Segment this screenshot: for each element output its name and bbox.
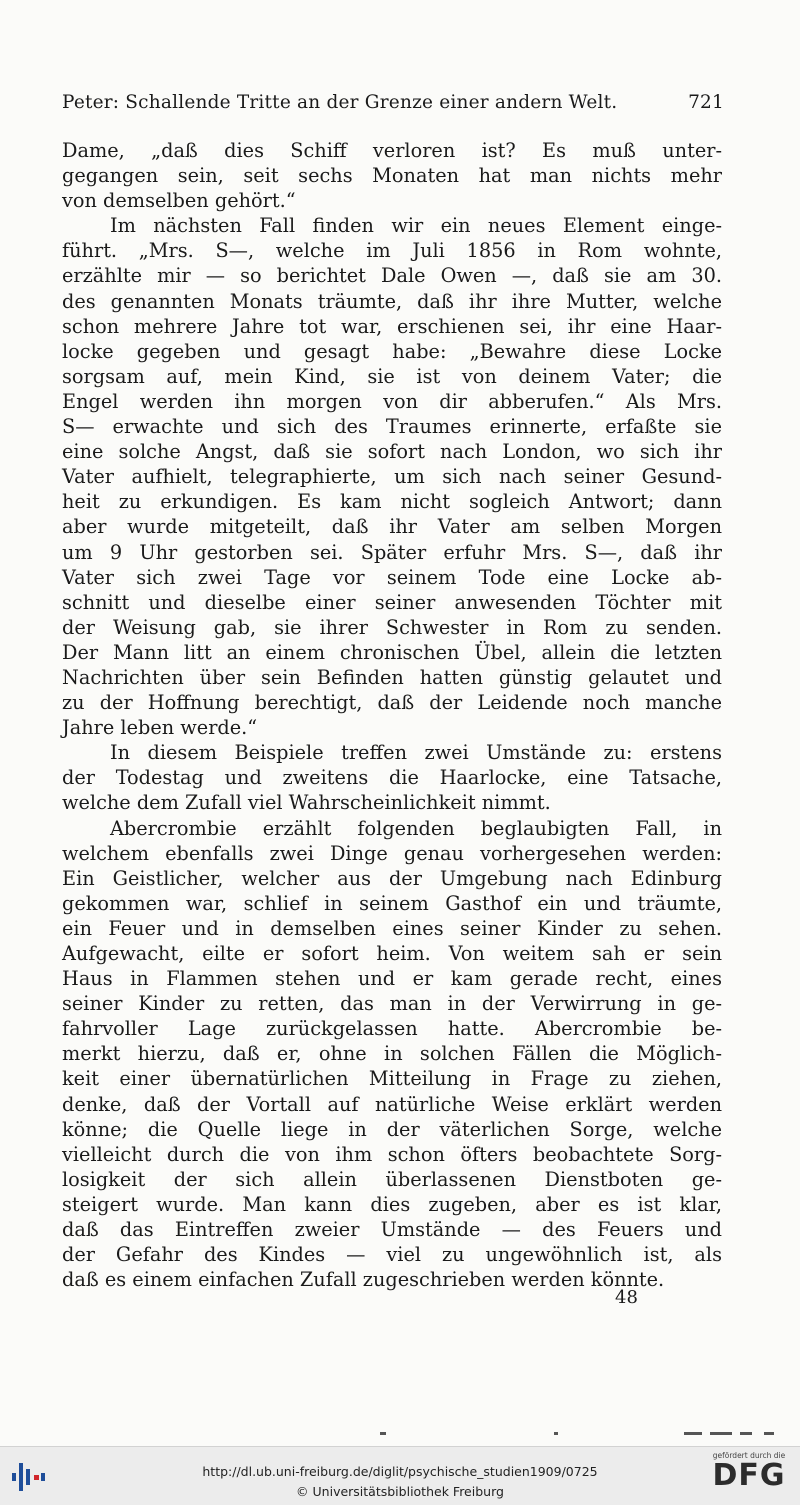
text-line: steigert wurde. Man kann dies zugeben, aber es ist klar, <box>62 1192 722 1216</box>
signature-mark: 48 <box>615 1287 638 1308</box>
scan-mark <box>554 1432 558 1435</box>
running-title: Peter: Schallende Tritte an der Grenze einer andern Welt. <box>62 92 618 113</box>
document-url[interactable]: http://dl.ub.uni-freiburg.de/diglit/psychische_studien1909/0725 <box>202 1464 598 1479</box>
text-line: schnitt und dieselbe einer seiner anwesenden Töchter mit <box>62 590 722 614</box>
text-line: locke gegeben und gesagt habe: „Bewahre diese Locke <box>62 339 722 363</box>
text-line: seiner Kinder zu retten, das man in der Verwirrung in ge- <box>62 992 722 1016</box>
text-line: denke, daß der Vortall auf natürliche Weise erklärt werden <box>62 1092 722 1116</box>
scan-mark <box>684 1432 702 1435</box>
text-line: sorgsam auf, mein Kind, sie ist von deinem Vater; die <box>62 364 722 388</box>
text-line: erzählte mir — so berichtet Dale Owen —, daß sie am 30. <box>62 264 722 288</box>
text-line: könne; die Quelle liege in der väterlichen Sorge, welche <box>62 1117 722 1141</box>
dfg-logo-text: DFG <box>712 1458 786 1493</box>
text-line: daß es einem einfachen Zufall zugeschrieben werden könnte. <box>62 1268 665 1292</box>
text-line: daß das Eintreffen zweier Umstände — des Feuers und <box>62 1218 722 1242</box>
dfg-logo <box>706 1451 792 1501</box>
scan-edge-marks <box>372 1432 792 1438</box>
running-head <box>62 92 724 113</box>
text-line: des genannten Monats träumte, daß ihr ihre Mutter, welche <box>62 289 722 313</box>
text-line: S— erwachte und sich des Traumes erinnerte, erfaßte sie <box>62 415 722 439</box>
text-line: vielleicht durch die von ihm schon öfters beobachtete Sorg- <box>62 1142 722 1166</box>
text-line: der Weisung gab, sie ihrer Schwester in Rom zu senden. <box>62 615 722 639</box>
text-line: Im nächsten Fall finden wir ein neues Element einge- <box>110 214 722 238</box>
text-line: Abercrombie erzählt folgenden beglaubigten Fall, in <box>110 816 722 840</box>
text-line: der Gefahr des Kindes — viel zu ungewöhnlich ist, als <box>62 1243 722 1267</box>
text-line: merkt hierzu, daß er, ohne in solchen Fällen die Möglich- <box>62 1042 722 1066</box>
text-line: aber wurde mitgeteilt, daß ihr Vater am selben Morgen <box>62 515 722 539</box>
text-line: Haus in Flammen stehen und er kam gerade recht, eines <box>62 967 722 991</box>
text-line: schon mehrere Jahre tot war, erschienen sei, ihr eine Haar- <box>62 314 722 338</box>
text-line: ein Feuer und in demselben eines seiner Kinder zu sehen. <box>62 916 722 940</box>
text-line: losigkeit der sich allein überlassenen Dienstboten ge- <box>62 1167 722 1191</box>
text-line: Jahre leben werde.“ <box>62 716 258 740</box>
text-line: Der Mann litt an einem chronischen Übel, allein die letzten <box>62 640 722 664</box>
text-line: eine solche Angst, daß sie sofort nach London, wo sich ihr <box>62 440 722 464</box>
text-line: welchem ebenfalls zwei Dinge genau vorhergesehen werden: <box>62 841 722 865</box>
text-line: welche dem Zufall viel Wahrscheinlichkeit nimmt. <box>62 791 551 815</box>
text-line: gekommen war, schlief in seinem Gasthof ein und träumte, <box>62 891 722 915</box>
text-line: Engel werden ihn morgen von dir abberufen.“ Als Mrs. <box>62 389 722 413</box>
text-line: Vater aufhielt, telegraphierte, um sich nach seiner Gesund- <box>62 465 722 489</box>
text-line: Dame, „daß dies Schiff verloren ist? Es muß unter- <box>62 139 722 162</box>
scan-mark <box>764 1432 774 1435</box>
text-line: heit zu erkundigen. Es kam nicht sogleich Antwort; dann <box>62 490 722 514</box>
sponsor-label: gefördert durch die <box>712 1451 786 1460</box>
scan-mark <box>740 1432 752 1435</box>
scan-mark <box>380 1432 386 1435</box>
copyright-notice: © Universitätsbibliothek Freiburg <box>296 1484 504 1499</box>
scan-mark <box>710 1432 732 1435</box>
text-line: Ein Geistlicher, welcher aus der Umgebung nach Edinburg <box>62 866 722 890</box>
text-line: der Todestag und zweitens die Haarlocke, eine Tatsache, <box>62 766 722 790</box>
text-line: fahrvoller Lage zurückgelassen hatte. Abercrombie be- <box>62 1017 722 1041</box>
text-line: um 9 Uhr gestorben sei. Später erfuhr Mrs. S—, daß ihr <box>62 540 722 564</box>
text-line: Aufgewacht, eilte er sofort heim. Von weitem sah er sein <box>62 942 722 965</box>
text-line: von demselben gehört.“ <box>62 189 296 213</box>
viewer-footer <box>0 1446 800 1505</box>
page-number: 721 <box>688 92 724 113</box>
text-line: keit einer übernatürlichen Mitteilung in Frage zu ziehen, <box>62 1067 722 1091</box>
text-line: zu der Hoffnung berechtigt, daß der Leidende noch manche <box>62 691 722 715</box>
text-line: In diesem Beispiele treffen zwei Umstände zu: erstens <box>110 741 722 765</box>
text-line: gegangen sein, seit sechs Monaten hat man nichts mehr <box>62 164 722 188</box>
text-line: Nachrichten über sein Befinden hatten günstig gelautet und <box>62 665 722 689</box>
body-text <box>62 138 722 1292</box>
text-line: Vater sich zwei Tage vor seinem Tode eine Locke ab- <box>62 565 722 589</box>
text-line: führt. „Mrs. S—, welche im Juli 1856 in Rom wohnte, <box>62 239 722 263</box>
